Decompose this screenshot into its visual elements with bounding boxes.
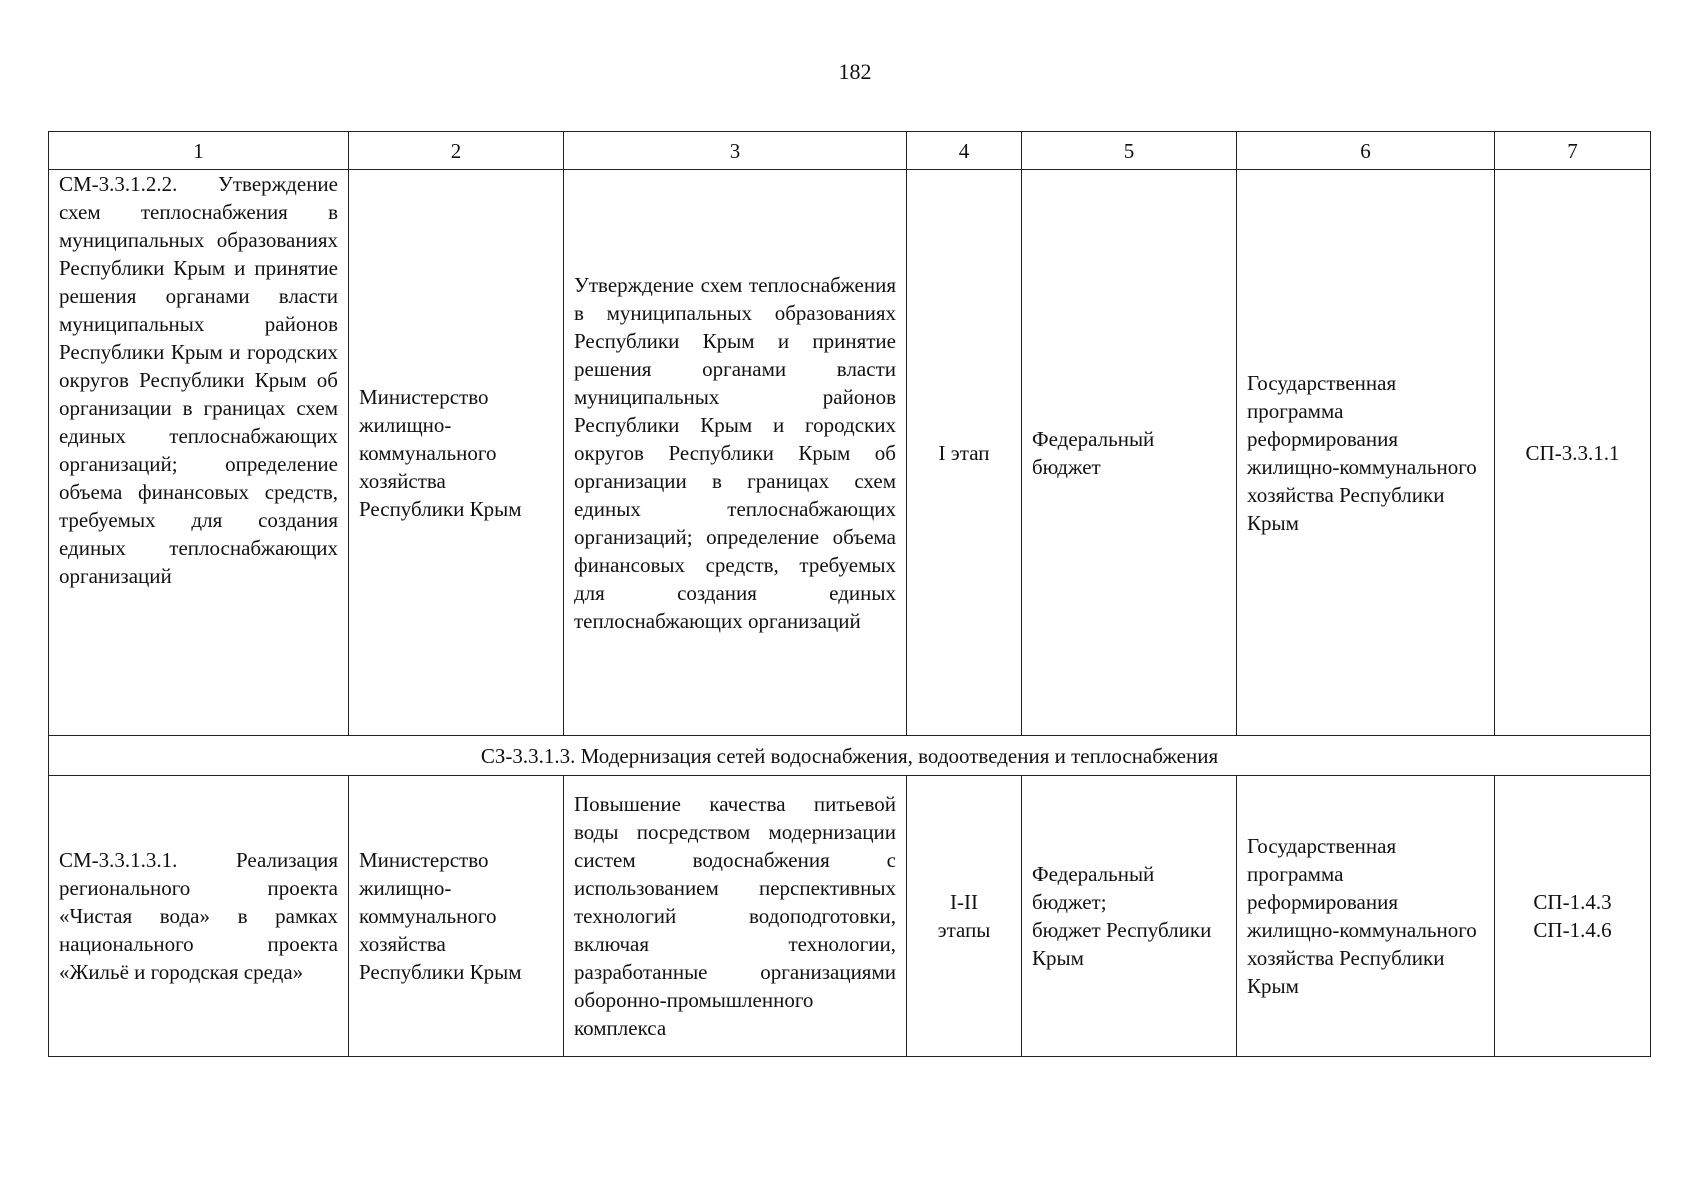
- responsible-executor: Министерство жилищно-коммунального хозяйства Республики Крым: [349, 170, 564, 736]
- column-number-1: 1: [49, 132, 349, 170]
- expected-result: Повышение качества питьевой воды посредством модернизации систем водоснабжения с использованием перспективных технологий водоподготовки, включая технологии, разработанные организациями оборонно-промышленного комплекса: [564, 776, 907, 1057]
- funding-line: Федеральный бюджет;: [1032, 862, 1155, 914]
- funding-source: Федеральный бюджет: [1022, 170, 1237, 736]
- related-program: Государственная программа реформирования жилищно-коммунального хозяйства Республики Крым: [1237, 776, 1495, 1057]
- column-number-2: 2: [349, 132, 564, 170]
- funding-source: [1022, 776, 1237, 1057]
- section-row: [49, 736, 1651, 776]
- stage-line: этапы: [937, 918, 991, 942]
- linked-task-code: СП-3.3.1.1: [1495, 170, 1651, 736]
- related-program: Государственная программа реформирования жилищно-коммунального хозяйства Республики Крым: [1237, 170, 1495, 736]
- stage-line: I-II: [950, 890, 978, 914]
- responsible-executor: Министерство жилищно-коммунального хозяйства Республики Крым: [349, 776, 564, 1057]
- measure-description: СМ-3.3.1.3.1. Реализация регионального проекта «Чистая вода» в рамках национального проекта «Жильё и городская среда»: [49, 776, 349, 1057]
- section-title: СЗ-3.3.1.3. Модернизация сетей водоснабжения, водоотведения и теплоснабжения: [49, 736, 1651, 776]
- column-number-5: 5: [1022, 132, 1237, 170]
- column-number-row: [49, 132, 1651, 170]
- task-code-line: СП-1.4.6: [1533, 918, 1612, 942]
- measures-table: [48, 131, 1651, 1057]
- table-row: [49, 170, 1651, 736]
- task-code-line: СП-1.4.3: [1533, 890, 1612, 914]
- page-number: 182: [838, 59, 872, 84]
- column-number-4: 4: [907, 132, 1022, 170]
- funding-line: бюджет Республики Крым: [1032, 918, 1212, 970]
- table-row: [49, 776, 1651, 1057]
- measure-description: СМ-3.3.1.2.2. Утверждение схем теплоснабжения в муниципальных образованиях Республики Крым и принятие решения органами власти муниципальных районов Республики Крым и городских округов Республики Крым об организации в границах схем единых теплоснабжающих организаций; определение объема финансовых средств, требуемых для создания единых теплоснабжающих организаций: [49, 170, 349, 736]
- implementation-stage: I этап: [907, 170, 1022, 736]
- column-number-6: 6: [1237, 132, 1495, 170]
- column-number-3: 3: [564, 132, 907, 170]
- expected-result: Утверждение схем теплоснабжения в муниципальных образованиях Республики Крым и принятие решения органами власти муниципальных районов Республики Крым и городских округов Республики Крым об организации в границах схем единых теплоснабжающих организаций; определение объема финансовых средств, требуемых для создания единых теплоснабжающих организаций: [564, 170, 907, 736]
- column-number-7: 7: [1495, 132, 1651, 170]
- linked-task-code: [1495, 776, 1651, 1057]
- implementation-stage: [907, 776, 1022, 1057]
